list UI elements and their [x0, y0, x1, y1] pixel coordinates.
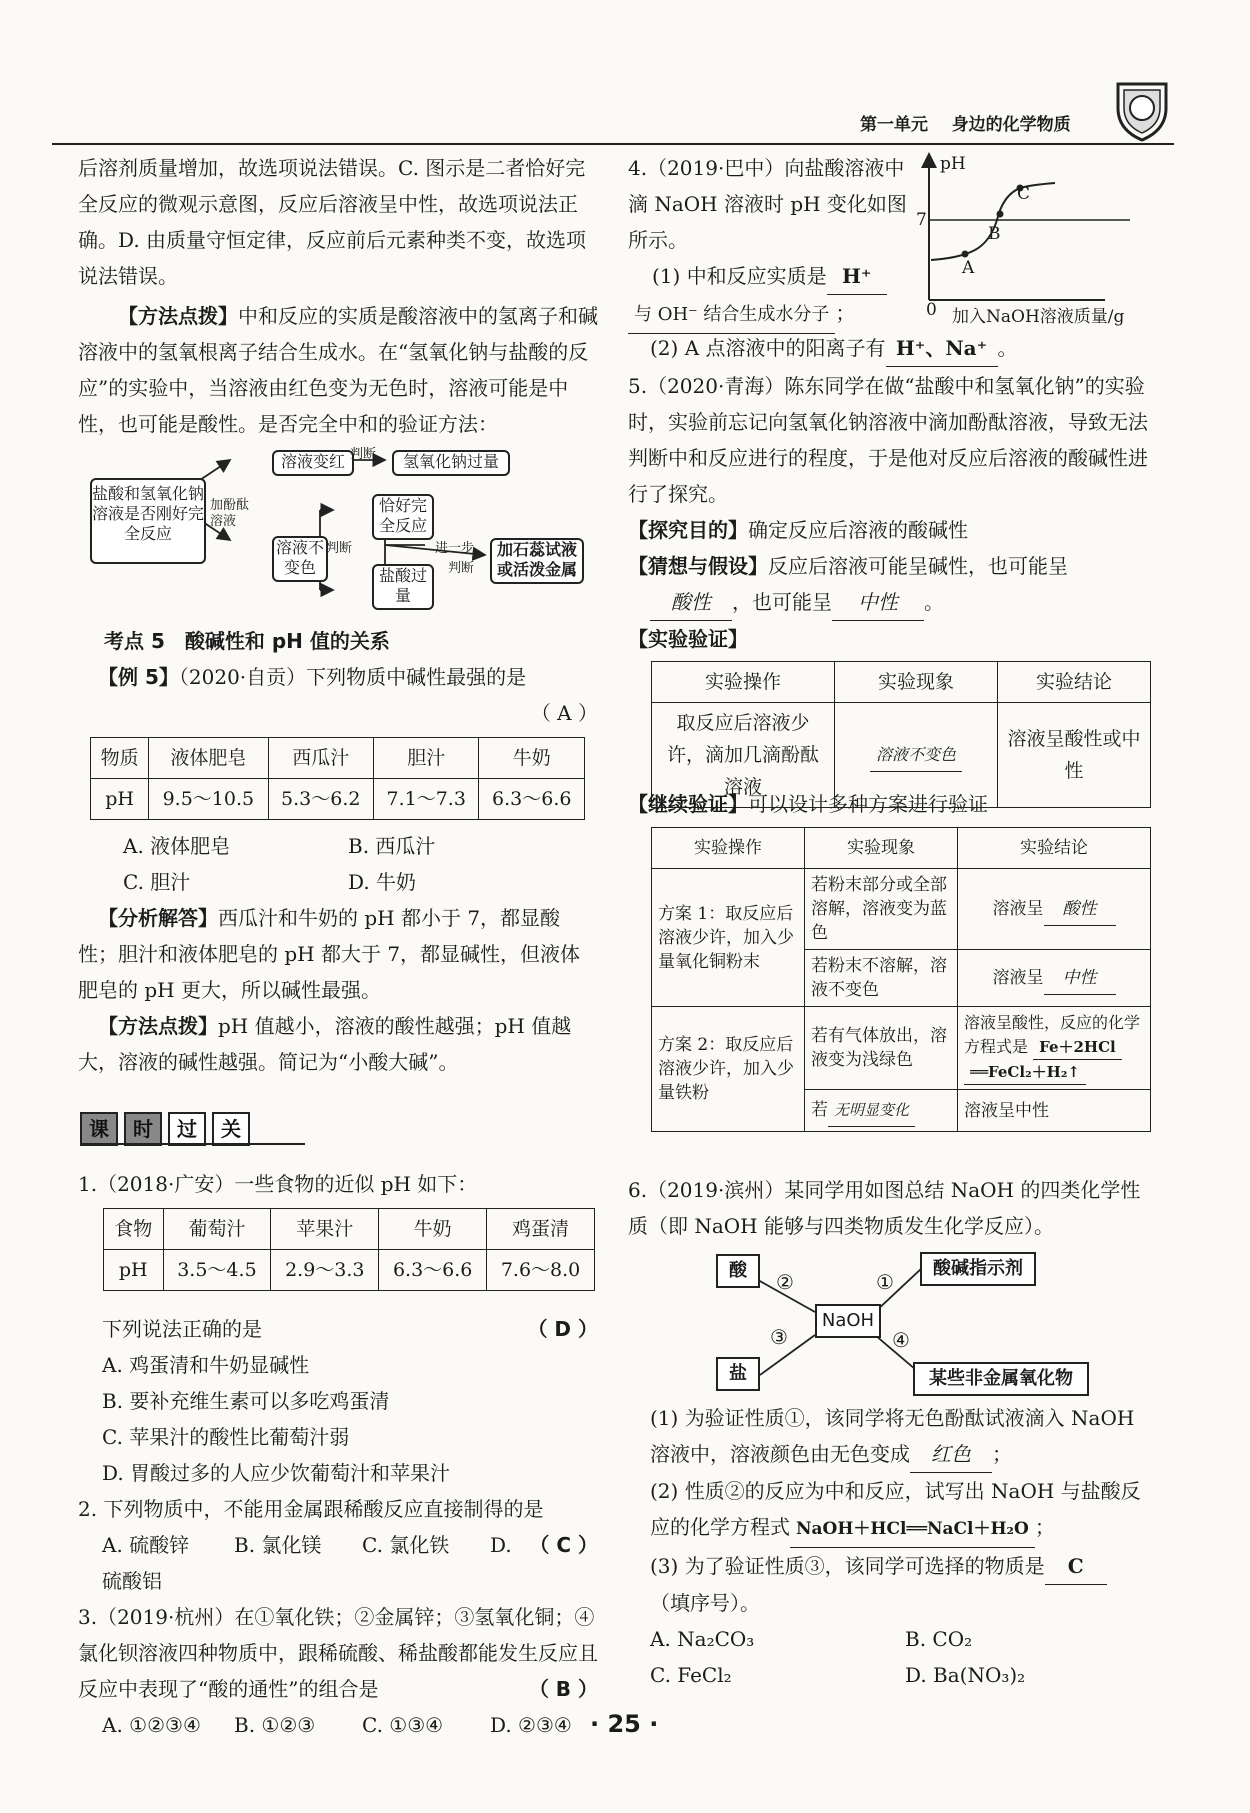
q4-1-text: (1) 中和反应实质是: [652, 264, 827, 288]
table-cell: [958, 869, 1151, 950]
q1-option-c: C. 苹果汁的酸性比葡萄汁弱: [102, 1425, 350, 1449]
method-tag-2: 【方法点拨】: [98, 1014, 218, 1038]
q6-parts: (1) 为验证性质①，该同学将无色酚酞试液滴入 NaOH 溶液中，溶液颜色由无色变成 红色 ； (2) 性质②的反应为中和反应，试写出 NaOH 与盐酸反应的化学方程式 NaOH＋HCl══NaCl＋H₂O ； (3) 为了验证性质③，该同学可选择的物质是 C （填序号）。 A. Na₂CO₃ B. CO₂ C. FeCl₂ D. Ba(NO₃)₂: [650, 1400, 1150, 1693]
table-row: [104, 1250, 595, 1291]
table-cell: 若有气体放出，溶液变为浅绿色: [805, 1007, 958, 1090]
q4-1-answer-cont: 与 OH⁻ 结合生成水分子: [628, 297, 835, 334]
oxide-box: 某些非金属氧化物: [913, 1362, 1089, 1396]
ex5-answer: （ A ）: [530, 701, 598, 725]
question-4: 4.（2019·巴中）向盐酸溶液中滴 NaOH 溶液时 pH 变化如图所示。 (1) 中和反应实质是 H⁺ 与 OH⁻ 结合生成水分子 ；: [628, 150, 918, 334]
table-cell: 溶液呈酸性或中性: [998, 703, 1151, 808]
conclusion-answer: 中性: [1044, 962, 1116, 995]
q6-option-d: D. Ba(NO₃)₂: [905, 1663, 1026, 1687]
table-header-cell: 实验操作: [652, 662, 835, 703]
q6-2-text: (2) 性质②的反应为中和反应，试写出 NaOH 与盐酸反应的化学方程式: [650, 1479, 1141, 1539]
q3-answer: （ B ）: [528, 1677, 598, 1701]
table-cell: 2.9～3.3: [271, 1250, 379, 1291]
q6-option-b: B. CO₂: [905, 1627, 973, 1651]
flow-judge-label-1: 判断: [350, 447, 377, 462]
table-header-cell: 实验操作: [652, 828, 805, 869]
table-header-cell: 牛奶: [479, 738, 585, 779]
table-header-cell: 液体肥皂: [149, 738, 268, 779]
q4-2-text: (2) A 点溶液中的阳离子有: [650, 336, 886, 360]
banner-char: 关: [212, 1112, 250, 1146]
point-a-label: A: [962, 258, 975, 278]
q1-text: 1.（2018·广安）一些食物的近似 pH 如下：: [78, 1172, 478, 1196]
flow-further-label: 进一步: [435, 541, 475, 556]
question-5: 5.（2020·青海）陈东同学在做“盐酸中和氢氧化钠”的实验时，实验前忘记向氢氧化钠溶液中滴加酚酞溶液，导致无法判断中和反应进行的程度，于是他对反应后溶液的酸碱性进行了探究。 【探究目的】确定反应后溶液的酸碱性 【猜想与假设】反应后溶液可能呈碱性，也可能呈 酸性 ，也可能呈 中性 。 【实验验证】: [628, 368, 1148, 657]
q1-option-a: A. 鸡蛋清和牛奶显碱性: [102, 1353, 310, 1377]
q4-1-answer: H⁺: [827, 258, 887, 295]
label-3: ③: [770, 1325, 788, 1349]
table-row: [91, 738, 585, 779]
q5-stem: 5.（2020·青海）陈东同学在做“盐酸中和氢氧化钠”的实验时，实验前忘记向氢氧化钠溶液中滴加酚酞溶液，导致无法判断中和反应进行的程度，于是他对反应后溶液的酸碱性进行了探究。: [628, 374, 1148, 506]
guess-text: 反应后溶液可能呈碱性，也可能呈: [768, 554, 1068, 578]
q4-2-answer: H⁺、Na⁺: [886, 330, 998, 367]
ex5-option-a: A. 液体肥皂: [123, 834, 231, 858]
purpose-tag: 【探究目的】: [628, 518, 748, 542]
q6-3-suffix: （填序号）。: [650, 1591, 760, 1615]
table-row: [652, 1007, 1151, 1090]
page-header: [860, 110, 1071, 135]
table-cell: 溶液呈中性: [958, 1090, 1151, 1132]
method-text-1: 中和反应的实质是酸溶液中的氢离子和碱溶液中的氢氧根离子结合生成水。在“氢氧化钠与盐酸的反应”的实验中，当溶液由红色变为无色时，溶液可能是中性，也可能是酸性。是否完全中和的验证方法：: [78, 304, 598, 436]
flow-judge-label-2: 判断: [326, 541, 353, 556]
q3-option-a: A. ①②③④: [102, 1713, 201, 1737]
q2-stem: 2. 下列物质中，不能用金属跟稀酸反应直接制得的是: [78, 1497, 544, 1521]
table-header-cell: 葡萄汁: [163, 1209, 271, 1250]
origin-label: 0: [926, 300, 937, 320]
ex5-tag: 【例 5】: [98, 665, 179, 689]
table-cell: 5.3～6.2: [268, 779, 373, 820]
analysis-tag: 【分析解答】: [98, 906, 218, 930]
flow-judge-label-3: 判断: [448, 561, 475, 576]
table-header-cell: 实验现象: [805, 828, 958, 869]
q2-answer: （ C ）: [529, 1533, 598, 1557]
label-1: ①: [876, 1270, 894, 1294]
label-2: ②: [776, 1270, 794, 1294]
left-column-mid: [78, 623, 598, 731]
table-cell: 方案 1：取反应后溶液少许，加入少量氧化铜粉末: [652, 869, 805, 1007]
q6-1-answer: 红色: [910, 1436, 992, 1473]
table-cell: [805, 1090, 958, 1132]
unit-title: 身边的化学物质: [951, 115, 1071, 135]
q4-stem: 4.（2019·巴中）向盐酸溶液中滴 NaOH 溶液时 pH 变化如图所示。: [628, 156, 907, 252]
shield-logo-icon: [1110, 78, 1174, 142]
table-cell: 3.5～4.5: [163, 1250, 271, 1291]
analysis-text: 西瓜汁和牛奶的 pH 都小于 7，都显酸性；胆汁和液体肥皂的 pH 都大于 7，都显碱性，但液体肥皂的 pH 更大，所以碱性最强。: [78, 906, 581, 1002]
table-cell: [958, 950, 1151, 1007]
flow-exact-box: 恰好完全反应: [372, 494, 434, 540]
flow-excess-naoh-box: 氢氧化钠过量: [392, 450, 510, 476]
table-header-cell: 苹果汁: [271, 1209, 379, 1250]
equation-part-2: ══FeCl₂＋H₂↑: [964, 1060, 1086, 1085]
purpose-text: 确定反应后溶液的酸碱性: [748, 518, 968, 542]
ph-graph-svg: [905, 150, 1165, 310]
table-row: [652, 869, 1151, 950]
table-cell: 方案 2：取反应后溶液少许，加入少量铁粉: [652, 1007, 805, 1132]
table-header-cell: 鸡蛋清: [487, 1209, 595, 1250]
verify-tag: 【实验验证】: [628, 627, 748, 651]
q1-option-d: D. 胃酸过多的人应少饮葡萄汁和苹果汁: [102, 1461, 451, 1485]
banner-char: 过: [168, 1112, 206, 1146]
table-cell: pH: [91, 779, 149, 820]
page-number: · 25 ·: [590, 1710, 659, 1738]
flow-start-box: 盐酸和氢氧化钠溶液是否刚好完全反应: [90, 478, 206, 564]
point-c-label: C: [1017, 184, 1031, 204]
guess-mid: ，也可能呈: [732, 590, 832, 614]
indicator-box: 酸碱指示剂: [920, 1252, 1036, 1286]
banner-char: 时: [124, 1112, 162, 1146]
table-header-cell: 实验结论: [998, 662, 1151, 703]
guess-tag: 【猜想与假设】: [628, 554, 768, 578]
table-header-cell: 物质: [91, 738, 149, 779]
method-tag-1: 【方法点拨】: [118, 304, 238, 328]
q6-option-a: A. Na₂CO₃: [650, 1627, 755, 1651]
q2-option-a: A. 硫酸锌: [102, 1533, 190, 1557]
salt-box: 盐: [716, 1357, 760, 1391]
acid-box: 酸: [716, 1254, 760, 1288]
table-cell: 7.6～8.0: [487, 1250, 595, 1291]
point-b-label: B: [988, 224, 1001, 244]
ex5-stem: （2020·自贡）下列物质中碱性最强的是: [178, 665, 527, 689]
continue-tag: 【继续验证】: [628, 792, 748, 816]
banner-char: 课: [80, 1112, 118, 1146]
equation-part-1: Fe＋2HCl: [1033, 1035, 1122, 1060]
guess-answer-2: 中性: [832, 584, 924, 621]
table-header-cell: 实验结论: [958, 828, 1151, 869]
ph-seven-label: 7: [916, 210, 927, 230]
q6-1-text: (1) 为验证性质①，该同学将无色酚酞试液滴入 NaOH 溶液中，溶液颜色由无色变成: [650, 1406, 1135, 1466]
section-banner: [80, 1112, 256, 1146]
q3-stem: 3.（2019·杭州）在①氧化铁；②金属锌；③氢氧化铜；④氯化钡溶液四种物质中，跟稀硫酸、稀盐酸都能发生反应且反应中表现了“酸的通性”的组合是: [78, 1605, 598, 1701]
table-cell: pH: [104, 1250, 164, 1291]
table-cell: [958, 1007, 1151, 1090]
left-column-bottom: [78, 1311, 598, 1743]
table-row: [652, 662, 1151, 703]
q6-3-text: (3) 为了验证性质③，该同学可选择的物质是: [650, 1554, 1045, 1578]
table-cell: 7.1～7.3: [373, 779, 478, 820]
table-header-cell: 实验现象: [835, 662, 998, 703]
conclusion-prefix: 溶液呈: [992, 967, 1044, 988]
table-row: [91, 779, 585, 820]
label-4: ④: [892, 1328, 910, 1352]
q2-option-c: C. 氯化铁: [362, 1533, 450, 1557]
table-q1: [103, 1208, 595, 1291]
flow-nochange-box: 溶液不变色: [272, 536, 328, 582]
table-cell: 6.3～6.6: [379, 1250, 487, 1291]
table-row: [104, 1209, 595, 1250]
ex5-option-d: D. 牛奶: [348, 870, 417, 894]
q1-option-b: B. 要补充维生素可以多吃鸡蛋清: [102, 1389, 390, 1413]
phenomenon-answer: 无明显变化: [828, 1094, 915, 1127]
table-cell: 9.5～10.5: [149, 779, 268, 820]
question-1-stem: [78, 1166, 598, 1202]
table-cell: 若粉末部分或全部溶解，溶液变为蓝色: [805, 869, 958, 950]
q2-option-b: B. 氯化镁: [234, 1533, 322, 1557]
phenomenon-answer: 溶液不变色: [870, 739, 962, 772]
q6-2-answer: NaOH＋HCl══NaCl＋H₂O: [790, 1511, 1035, 1548]
table-row: [652, 828, 1151, 869]
unit-label: 第一单元: [860, 115, 928, 135]
left-column-top: [78, 150, 598, 442]
question-4-part2: (2) A 点溶液中的阳离子有 H⁺、Na⁺ 。: [650, 330, 1210, 367]
ex5-option-c: C. 胆汁: [123, 870, 191, 894]
flow-excess-hcl-box: 盐酸过量: [372, 564, 434, 610]
flow-add-label: 加酚酞溶液: [210, 498, 250, 529]
ex5-option-b: B. 西瓜汁: [348, 834, 436, 858]
q3-option-d: D. ②③④: [490, 1713, 572, 1737]
x-axis-label: 加入NaOH溶液质量/g: [952, 307, 1125, 327]
table-header-cell: 胆汁: [373, 738, 478, 779]
banner-rule: [80, 1143, 305, 1145]
intro-text: 后溶剂质量增加，故选项说法错误。C. 图示是二者恰好完全反应的微观示意图，反应后溶液呈中性，故选项说法正确。D. 由质量守恒定律，反应前后元素种类不变，故选项说法错误。: [78, 156, 587, 288]
conclusion-prefix: 溶液呈: [992, 898, 1044, 919]
ph-axis-label: pH: [940, 154, 966, 174]
flow-test-box: 加石蕊试液或活泼金属: [490, 538, 584, 584]
table-cell: 取反应后溶液少许，滴加几滴酚酞溶液: [652, 703, 835, 808]
equation-prefix: 溶液呈酸性，反应的化学方程式是: [964, 1013, 1141, 1056]
question-6: [628, 1172, 1148, 1244]
table-ex5: [90, 737, 585, 820]
flow-red-box: 溶液变红: [272, 450, 354, 476]
q1-stem: 下列说法正确的是: [102, 1317, 262, 1341]
table-header-cell: 牛奶: [379, 1209, 487, 1250]
conclusion-answer: 酸性: [1044, 893, 1116, 926]
q6-stem: 6.（2019·滨州）某同学用如图总结 NaOH 的四类化学性质（即 NaOH 能够与四类物质发生化学反应）。: [628, 1178, 1141, 1238]
q3-option-c: C. ①③④: [362, 1713, 444, 1737]
header-rule: [52, 143, 1174, 145]
table-cell: 若粉末不溶解，溶液不变色: [805, 950, 958, 1007]
table-continue: [651, 827, 1151, 1132]
q2-option-d: D. 硫酸铝: [102, 1533, 512, 1593]
continue-text: 可以设计多种方案进行验证: [748, 792, 988, 816]
guess-answer-1: 酸性: [650, 584, 732, 621]
table-header-cell: 食物: [104, 1209, 164, 1250]
phenomenon-prefix: 若: [811, 1100, 828, 1120]
q3-option-b: B. ①②③: [234, 1713, 316, 1737]
method-text-2: pH 值越小，溶液的酸性越强；pH 值越大，溶液的碱性越强。简记为“小酸大碱”。: [78, 1014, 572, 1074]
table-cell: 6.3～6.6: [479, 779, 585, 820]
naoh-center-box: NaOH: [815, 1304, 881, 1338]
table-header-cell: 西瓜汁: [268, 738, 373, 779]
continue-verify: [628, 786, 1148, 822]
kp5-title: 考点 5 酸碱性和 pH 值的关系: [104, 629, 390, 653]
q6-option-c: C. FeCl₂: [650, 1663, 732, 1687]
q1-answer: （ D ）: [527, 1317, 598, 1341]
q6-3-answer: C: [1045, 1548, 1107, 1585]
left-column-ex5: [78, 828, 598, 1080]
